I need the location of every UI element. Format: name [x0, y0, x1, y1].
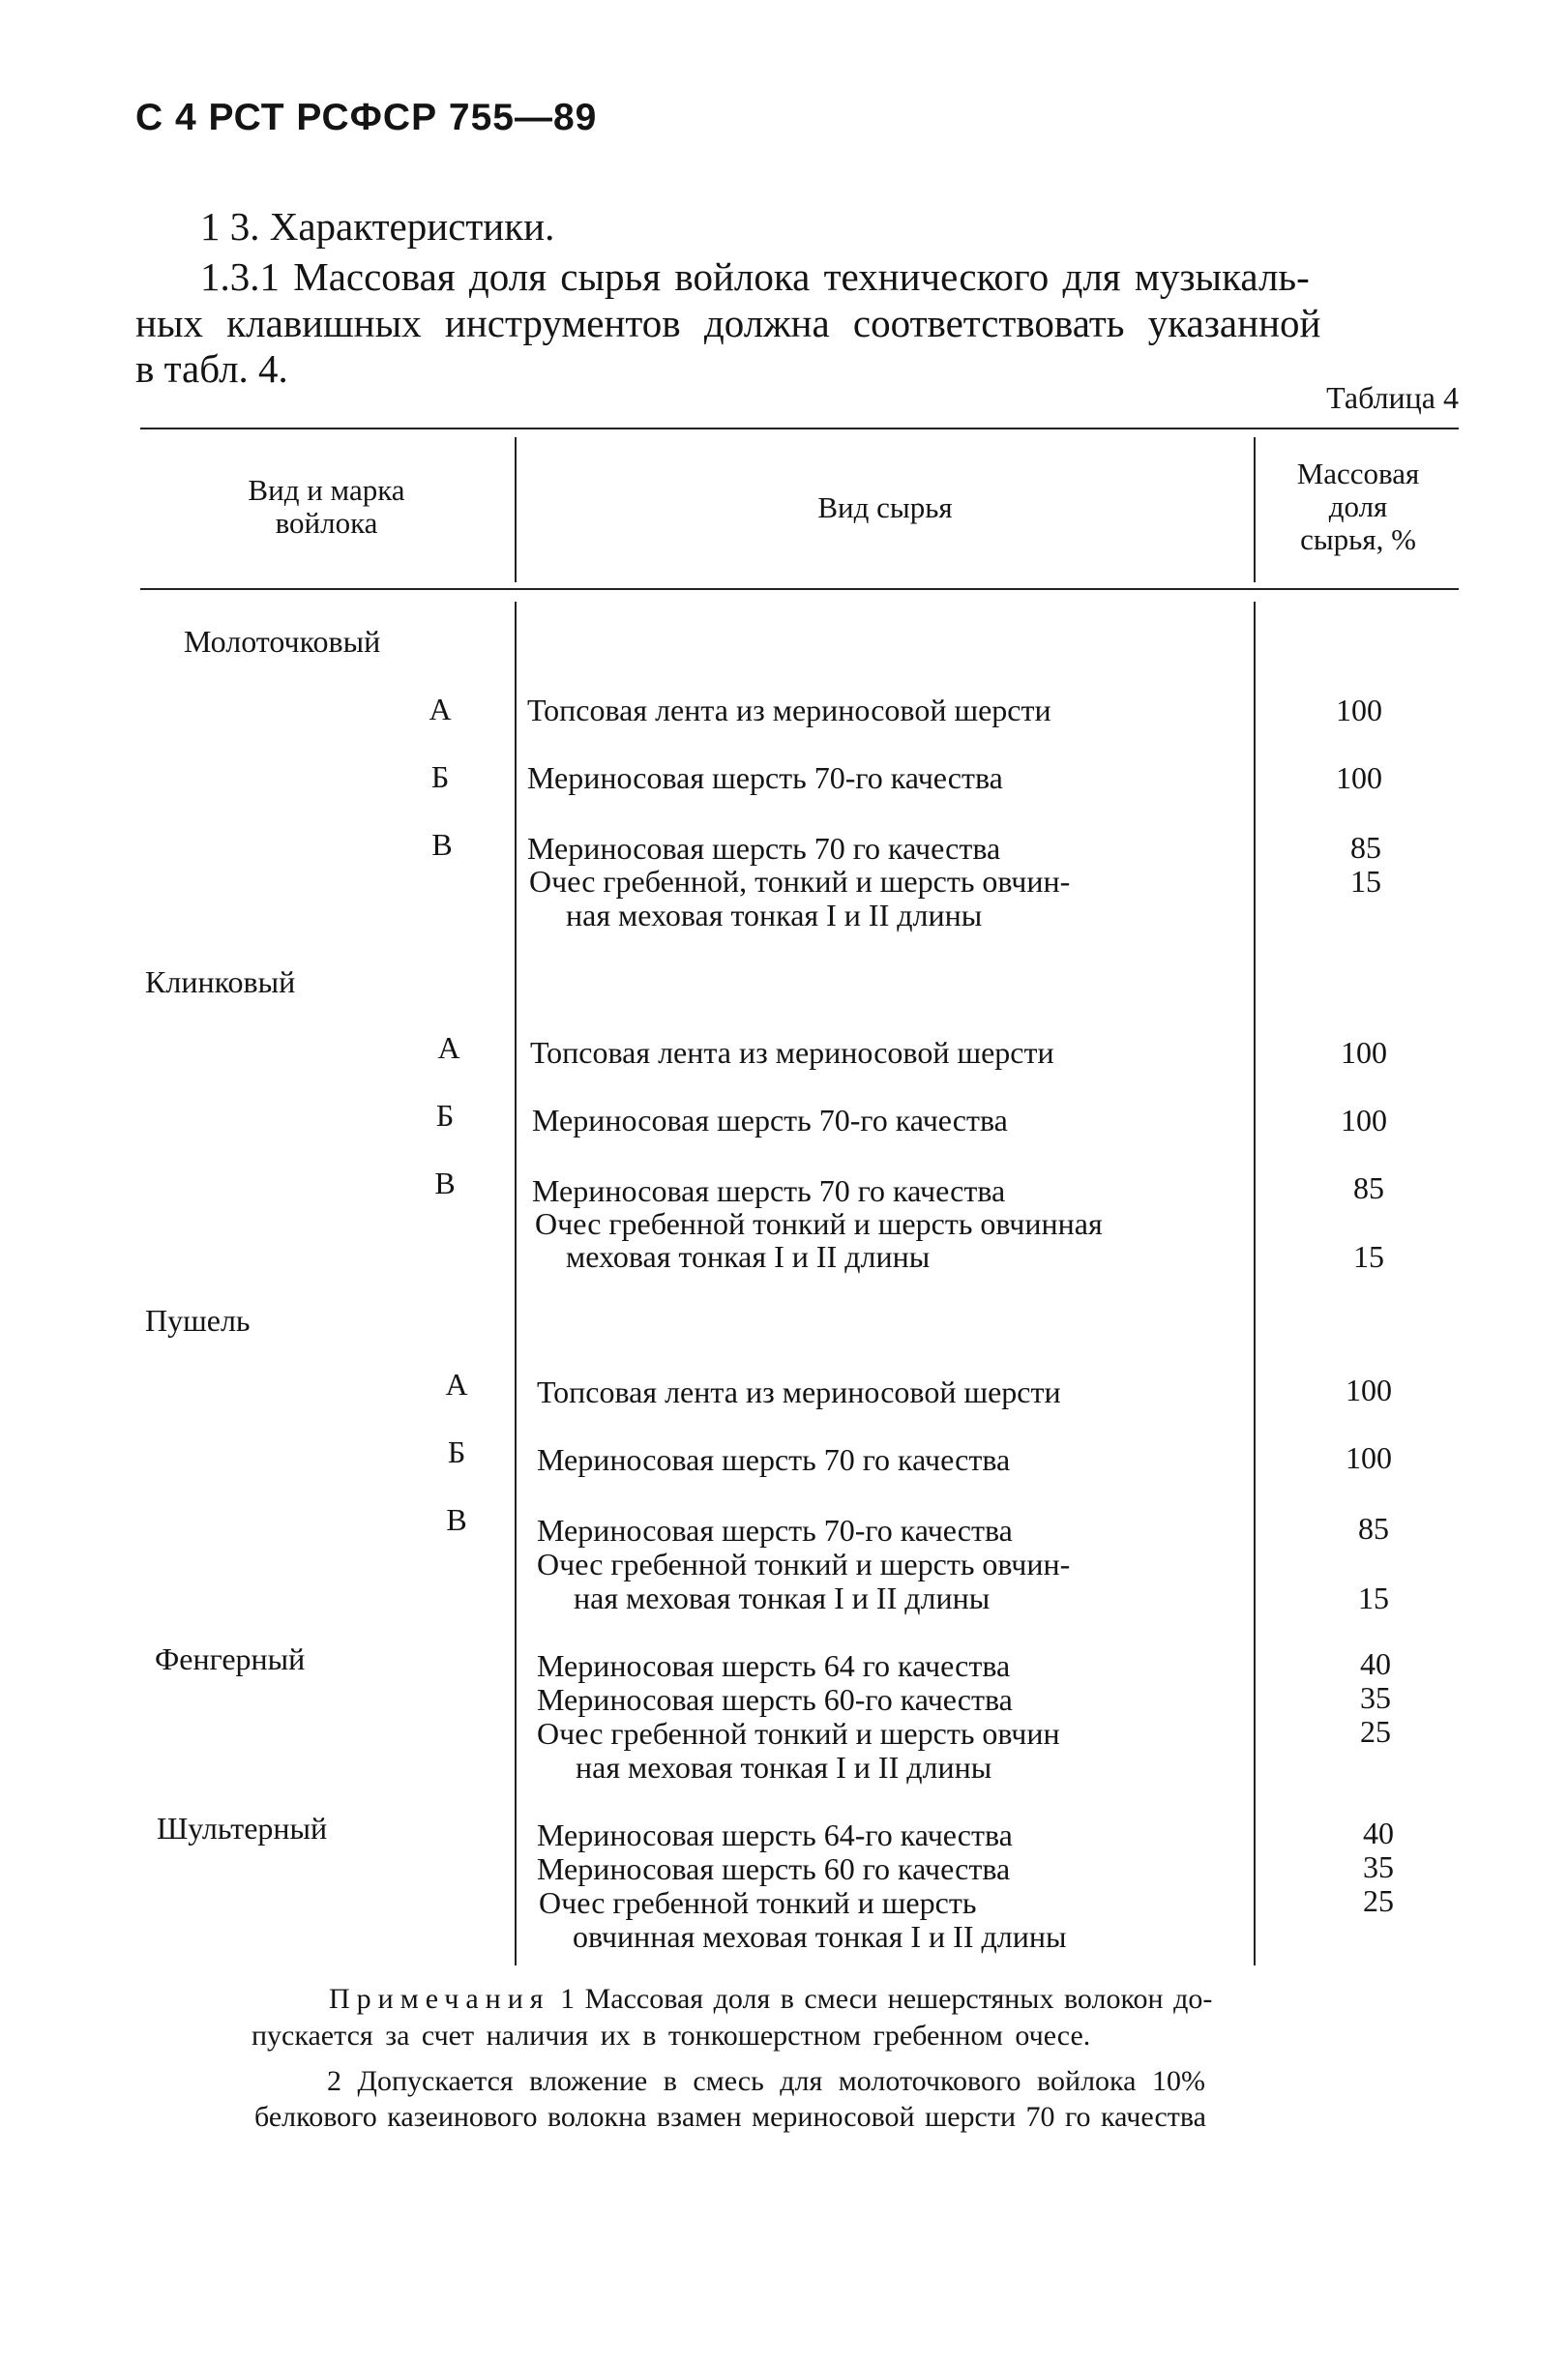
notes-label: Примечания: [329, 1983, 550, 2015]
material-line: Мериносовая шерсть 70-го качества: [537, 1513, 1013, 1548]
group-name: Молоточковый: [184, 624, 381, 659]
mass-value: 40: [1363, 1816, 1394, 1850]
page-header: С 4 РСТ РСФСР 755—89: [135, 97, 598, 138]
mass-value: 100: [1341, 1035, 1387, 1070]
mass-value: 15: [1353, 1239, 1384, 1274]
material-line: меховая тонкая I и II длины: [566, 1239, 931, 1274]
grade-label: В: [431, 827, 453, 862]
header-col-mass-line-3: сырья, %: [1300, 522, 1416, 556]
material-line: Топсовая лента из мериносовой шерсти: [530, 1035, 1054, 1070]
mass-value: 35: [1360, 1680, 1391, 1715]
material-line: Мериносовая шерсть 70-го качества: [532, 1103, 1008, 1138]
grade-label: В: [434, 1166, 456, 1200]
material-line: Очес гребенной, тонкий и шерсть овчин-: [529, 864, 1071, 899]
material-line: Мериносовая шерсть 60-го качества: [537, 1682, 1013, 1717]
group-name: Клинковый: [145, 964, 296, 999]
table-header-rule: [140, 588, 1459, 590]
material-line: овчинная меховая тонкая I и II длины: [573, 1919, 1067, 1954]
section-title: 1 3. Характеристики.: [200, 204, 555, 249]
header-divider-right: [1254, 437, 1256, 582]
material-line: Мериносовая шерсть 70 го качества: [537, 1442, 1011, 1477]
note-2-line-2: белкового казеинового волокна взамен мериносовой шерсти 70 го качества: [254, 2101, 1206, 2133]
material-line: Мериносовая шерсть 70 го качества: [532, 1173, 1006, 1208]
material-line: Мериносовая шерсть 70 го качества: [527, 831, 1001, 866]
note-1-line-1: [329, 1981, 1212, 2017]
material-line: ная меховая тонкая I и II длины: [574, 1581, 991, 1615]
material-line: Очес гребенной тонкий и шерсть овчинная: [535, 1206, 1103, 1241]
mass-value: 100: [1346, 1440, 1392, 1475]
material-line: Топсовая лента из мериносовой шерсти: [527, 693, 1051, 727]
group-name: Пушель: [145, 1303, 251, 1338]
group-name: Фенгерный: [155, 1641, 306, 1676]
header-col-mass-share: [1257, 458, 1459, 556]
mass-value: 40: [1360, 1646, 1391, 1681]
material-line: Мериносовая шерсть 70-го качества: [527, 760, 1003, 795]
material-line: ная меховая тонкая I и II длины: [566, 898, 983, 932]
material-line: ная меховая тонкая I и II длины: [576, 1750, 992, 1785]
note-2-line-1: 2 Допускается вложение в смесь для молоточкового войлока 10%: [327, 2065, 1205, 2097]
mass-value: 85: [1353, 1170, 1384, 1205]
material-line: Топсовая лента из мериносовой шерсти: [537, 1374, 1061, 1409]
mass-value: 100: [1346, 1373, 1392, 1407]
mass-value: 25: [1360, 1714, 1391, 1749]
mass-value: 100: [1336, 760, 1382, 795]
table-caption: Таблица 4: [1326, 380, 1459, 415]
mass-value: 100: [1341, 1103, 1387, 1138]
grade-label: А: [445, 1367, 468, 1402]
header-col-type: [140, 474, 513, 540]
mass-value: 100: [1336, 693, 1382, 727]
table-top-rule: [140, 428, 1459, 429]
grade-label: Б: [430, 759, 450, 794]
grade-label: Б: [447, 1434, 466, 1469]
paragraph-line-3: в табл. 4.: [135, 346, 288, 391]
paragraph-line-1: 1.3.1 Массовая доля сырья войлока технического для музыкаль-: [200, 254, 1310, 299]
body-divider-left: [515, 602, 517, 1965]
header-col-type-line-2: войлока: [275, 506, 378, 540]
mass-value: 15: [1358, 1581, 1389, 1615]
header-col-material: Вид сырья: [817, 490, 953, 524]
material-line: Очес гребенной тонкий и шерсть: [539, 1885, 977, 1920]
material-line: Очес гребенной тонкий и шерсть овчин-: [537, 1547, 1071, 1581]
mass-value: 85: [1350, 830, 1381, 865]
header-col-mass-line-1: Массовая: [1296, 457, 1420, 490]
mass-value: 85: [1358, 1511, 1389, 1546]
material-line: Очес гребенной тонкий и шерсть овчин: [537, 1716, 1060, 1751]
mass-value: 25: [1363, 1883, 1394, 1918]
material-line: Мериносовая шерсть 64-го качества: [537, 1817, 1013, 1852]
body-divider-right: [1254, 602, 1256, 1965]
grade-label: В: [446, 1502, 467, 1537]
note-1-text: 1 Массовая доля в смеси нешерстяных волокон до-: [560, 1983, 1213, 2015]
grade-label: Б: [435, 1098, 455, 1133]
grade-label: А: [437, 1030, 460, 1065]
header-divider-left: [515, 437, 517, 582]
group-name: Шультерный: [157, 1811, 328, 1846]
paragraph-line-2: ных клавишных инструментов должна соответствовать указанной: [135, 301, 1321, 345]
material-line: Мериносовая шерсть 64 го качества: [537, 1648, 1011, 1683]
grade-label: А: [429, 692, 452, 726]
mass-value: 15: [1350, 864, 1381, 899]
material-line: Мериносовая шерсть 60 го качества: [537, 1851, 1011, 1886]
note-1-line-2: пускается за счет наличия их в тонкошерстном гребенном очесе.: [251, 2020, 1091, 2052]
mass-value: 35: [1363, 1849, 1394, 1884]
header-col-type-line-1: Вид и марка: [248, 473, 405, 507]
header-col-mass-line-2: доля: [1328, 489, 1388, 523]
